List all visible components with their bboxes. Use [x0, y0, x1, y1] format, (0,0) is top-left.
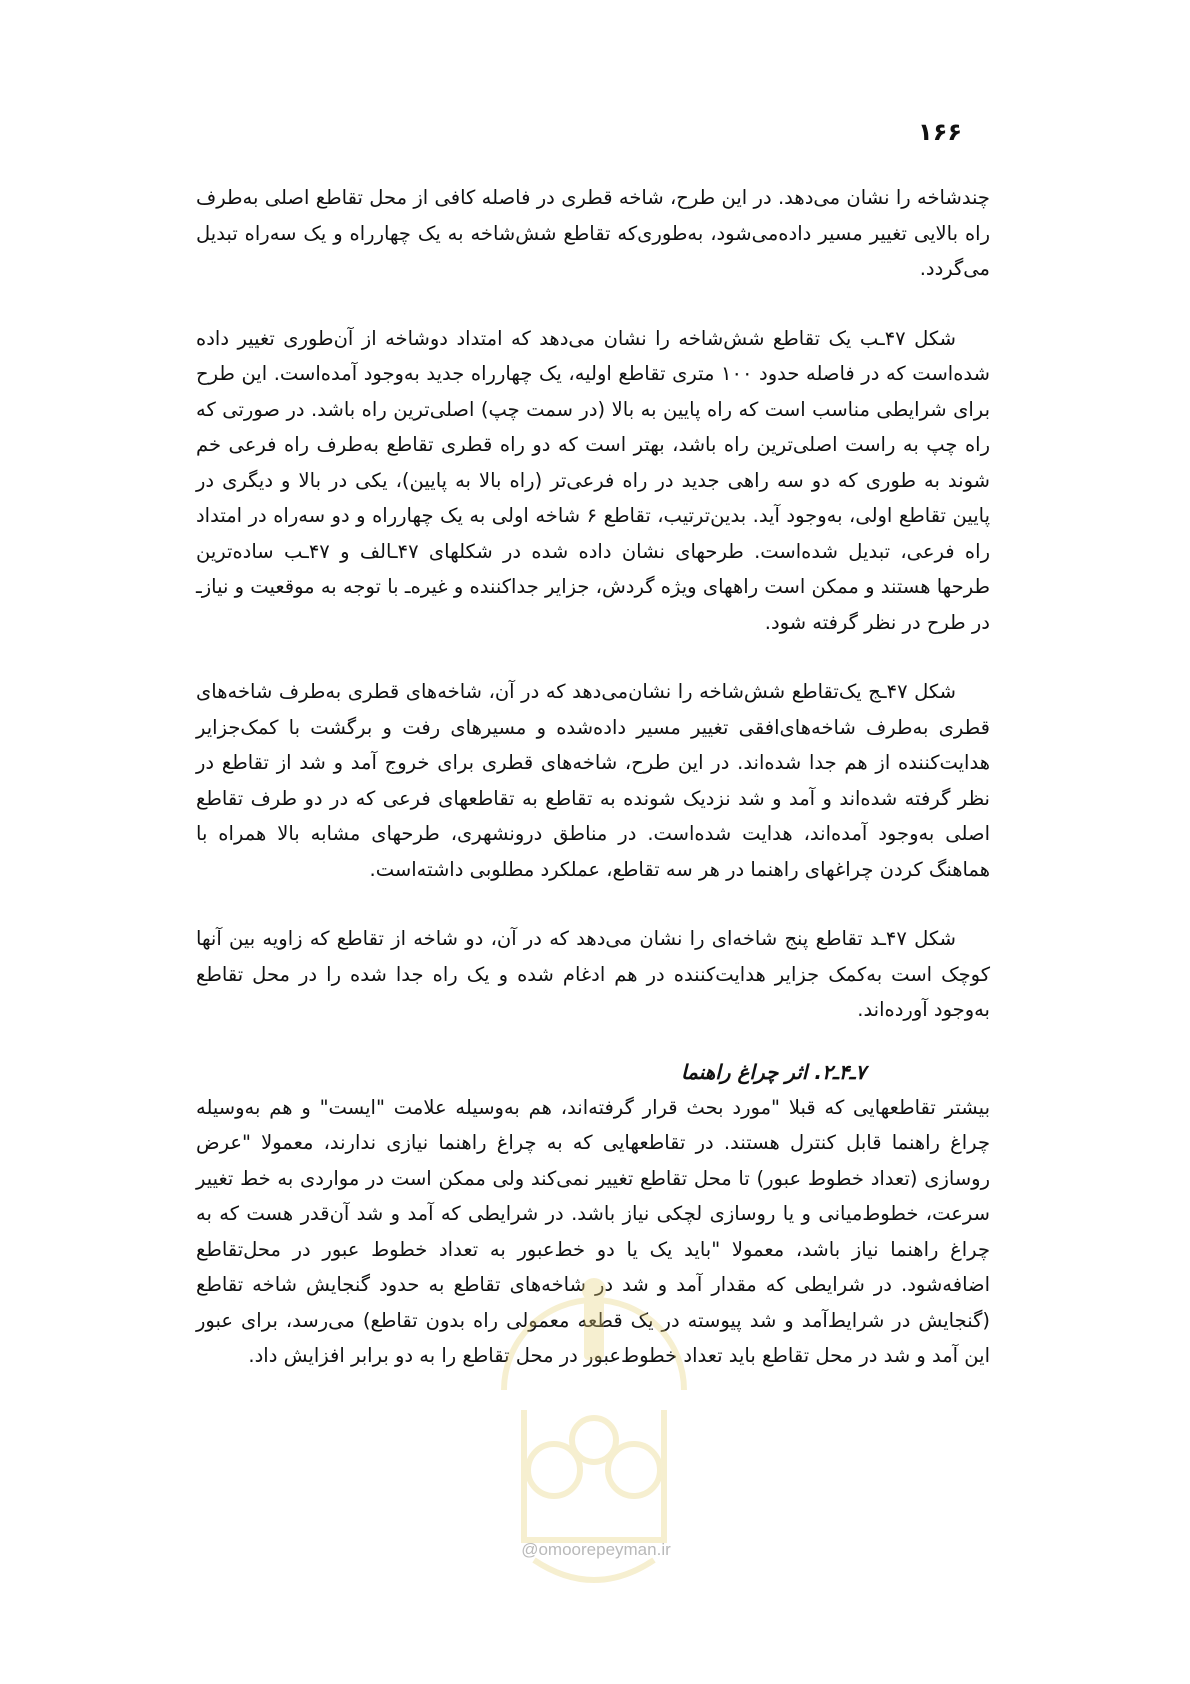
paragraph-figure-47d: شکل ۴۷ـد تقاطع پنج شاخه‌ای را نشان می‌دهد که در آن، دو شاخه از تقاطع که زاویه بین آنها کوچک است به‌کمک جزایر هدایت‌کننده در هم ادغام شده و یک راه جدا شده را در محل تقاطع به‌وجود آورده‌اند.: [196, 927, 990, 1021]
page-number: ۱۶۶: [918, 118, 962, 146]
section-body: بیشتر تقاطعهایی که قبلا "مورد بحث قرار گرفته‌اند، هم به‌وسیله علامت "ایست" و هم به‌وسیله چراغ راهنما قابل کنترل هستند. در تقاطعهایی که به چراغ راهنما نیازی ندارند، معمولا "عرض روسازی (تعداد خطوط عبور) تا محل تقاطع تغییر نمی‌کند ولی ممکن است در مواردی به خط تغییر سرعت، خطوط‌میانی و یا روسازی لچکی نیاز باشد. در شرایطی که آمد و شد آن‌قدر هست که به چراغ راهنما نیاز باشد، معمولا "باید یک یا دو خط‌عبور به تعداد خطوط عبور در محل‌تقاطع اضافه‌شود. در شرایطی که مقدار آمد و شد در شاخه‌های تقاطع به حدود گنجایش شاخه تقاطع (گنجایش در شرایط‌آمد و شد پیوسته در یک قطعه معمولی راه بدون تقاطع) می‌رسد، برای عبور این آمد و شد در محل تقاطع باید تعداد خطوط‌عبور در محل تقاطع را به دو برابر افزایش داد.: [196, 1095, 990, 1367]
section-heading: ۷ـ۴ـ۲. اثر چراغ راهنما: [681, 1059, 866, 1084]
watermark-caption: @omoorepeyman.ir: [521, 1540, 671, 1559]
page-text: [196, 180, 990, 1374]
paragraph-continuation: چندشاخه را نشان می‌دهد. در این طرح، شاخه قطری در فاصله کافی از محل تقاطع اصلی به‌طرف راه بالایی تغییر مسیر داده‌می‌شود، به‌طوری‌که تقاطع شش‌شاخه به یک چهارراه و یک سه‌راه تبدیل می‌گردد.: [196, 186, 990, 280]
paragraph-figure-47b: شکل ۴۷ـب یک تقاطع شش‌شاخه را نشان می‌دهد که امتداد دوشاخه از آن‌طوری تغییر داده شده‌است که در فاصله حدود ۱۰۰ متری تقاطع اولیه، یک چهارراه جدید به‌وجود آمده‌است. این طرح برای شرایطی مناسب است که راه پایین به بالا (در سمت چپ) اصلی‌ترین راه باشد. در صورتی که راه چپ به راست اصلی‌ترین راه باشد، بهتر است که دو راه قطری تقاطع به‌طرف راه فرعی خم شوند به طوری که دو سه راهی جدید در راه فرعی‌تر (راه بالا به پایین)، یکی در بالا و دیگری در پایین تقاطع اولی، به‌وجود آید. بدین‌ترتیب، تقاطع ۶ شاخه اولی به یک چهارراه و دو سه‌راه در امتداد راه فرعی، تبدیل شده‌است. طرحهای نشان داده شده در شکلهای ۴۷ـالف و ۴۷ـب ساده‌ترین طرحها هستند و ممکن است راههای ویژه گردش، جزایر جداکننده و غیره‌ـ با توجه به موقعیت و نیازـ در طرح در نظر گرفته شود.: [196, 326, 991, 634]
paragraph-figure-47c: شکل ۴۷ـج یک‌تقاطع شش‌شاخه را نشان‌می‌دهد که در آن، شاخه‌های قطری به‌طرف شاخه‌های قطری به‌طرف شاخه‌های‌افقی تغییر مسیر داده‌شده و مسیرهای رفت و برگشت با کمک‌جزایر هدایت‌کننده از هم جدا شده‌اند. در این طرح، شاخه‌های قطری برای خروج آمد و شد از تقاطع در نظر گرفته شده‌اند و آمد و شد نزدیک شونده به تقاطع به تقاطعهای فرعی که در دو طرف تقاطع اصلی به‌وجود آمده‌اند، هدایت شده‌است. در مناطق درونشهری، طرحهای مشابه بالا همراه با هماهنگ کردن چراغهای راهنما در هر سه تقاطع، عملکرد مطلوبی داشته‌است.: [196, 680, 990, 881]
